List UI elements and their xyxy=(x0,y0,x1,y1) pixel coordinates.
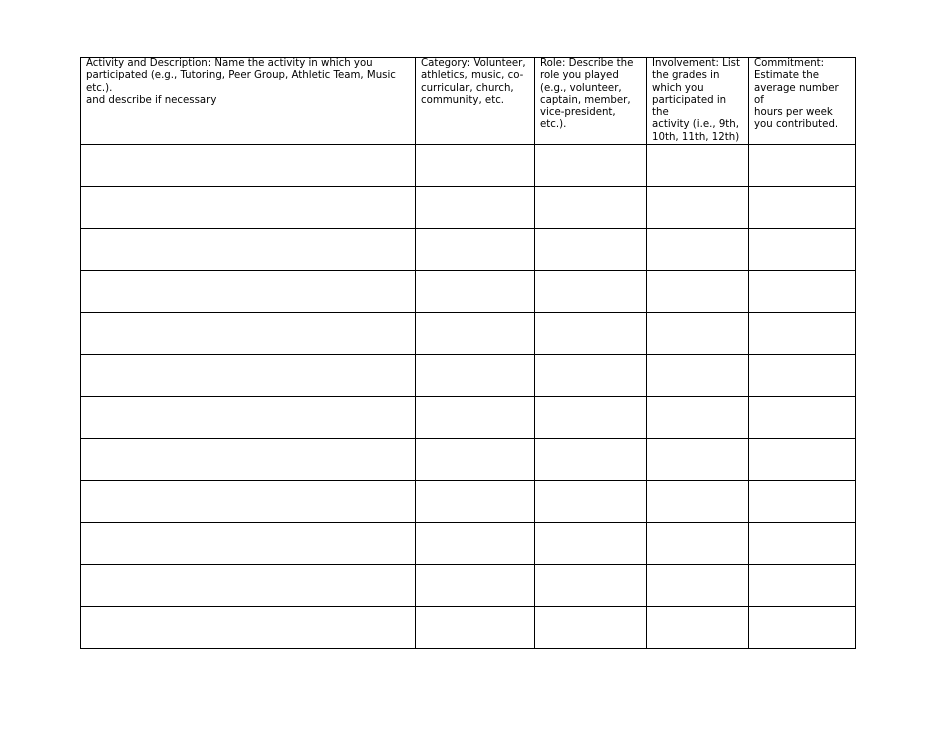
cell-commitment-value[interactable] xyxy=(749,187,855,228)
cell-involvement-value[interactable] xyxy=(647,271,748,312)
activities-table xyxy=(80,57,856,649)
cell-activity-description-value[interactable] xyxy=(81,607,415,648)
cell-involvement[interactable] xyxy=(647,439,749,481)
cell-involvement[interactable] xyxy=(647,607,749,649)
cell-category[interactable] xyxy=(416,271,535,313)
cell-category-value[interactable] xyxy=(416,439,534,480)
cell-activity-description-value[interactable] xyxy=(81,397,415,438)
cell-category[interactable] xyxy=(416,187,535,229)
cell-category-value[interactable] xyxy=(416,229,534,270)
cell-category[interactable] xyxy=(416,481,535,523)
cell-involvement[interactable] xyxy=(647,271,749,313)
cell-category[interactable] xyxy=(416,397,535,439)
cell-role-value[interactable] xyxy=(535,313,646,354)
cell-involvement-value[interactable] xyxy=(647,565,748,606)
cell-role[interactable] xyxy=(535,313,647,355)
cell-role-value[interactable] xyxy=(535,145,646,186)
cell-role-value[interactable] xyxy=(535,523,646,564)
cell-category[interactable] xyxy=(416,145,535,187)
cell-commitment[interactable] xyxy=(749,481,856,523)
cell-activity-description[interactable] xyxy=(81,355,416,397)
cell-category[interactable] xyxy=(416,607,535,649)
cell-involvement-value[interactable] xyxy=(647,481,748,522)
cell-commitment-value[interactable] xyxy=(749,145,855,186)
header-commitment xyxy=(749,58,856,145)
table-row xyxy=(81,355,856,397)
cell-role-value[interactable] xyxy=(535,229,646,270)
table-row xyxy=(81,565,856,607)
cell-role[interactable] xyxy=(535,355,647,397)
cell-activity-description-value[interactable] xyxy=(81,439,415,480)
cell-commitment[interactable] xyxy=(749,271,856,313)
cell-activity-description[interactable] xyxy=(81,565,416,607)
header-category xyxy=(416,58,535,145)
cell-commitment-value[interactable] xyxy=(749,481,855,522)
cell-category[interactable] xyxy=(416,523,535,565)
cell-category-value[interactable] xyxy=(416,397,534,438)
cell-role-value[interactable] xyxy=(535,355,646,396)
cell-role[interactable] xyxy=(535,397,647,439)
table-row xyxy=(81,313,856,355)
table-row xyxy=(81,187,856,229)
header-role-label: Role: Describe the role you played (e.g., volunteer, captain, member, vice-president, etc.). xyxy=(540,58,634,131)
cell-commitment-value[interactable] xyxy=(749,607,855,648)
cell-category-value[interactable] xyxy=(416,481,534,522)
cell-involvement[interactable] xyxy=(647,523,749,565)
cell-commitment[interactable] xyxy=(749,439,856,481)
cell-role-value[interactable] xyxy=(535,481,646,522)
cell-category-value[interactable] xyxy=(416,523,534,564)
cell-involvement[interactable] xyxy=(647,565,749,607)
cell-activity-description-value[interactable] xyxy=(81,481,415,522)
header-involvement-label: Involvement: List the grades in which you participated in the activity (i.e., 9th, 10th, 11th, 12th) xyxy=(652,58,740,143)
cell-involvement[interactable] xyxy=(647,397,749,439)
cell-commitment-value[interactable] xyxy=(749,313,855,354)
cell-category-value[interactable] xyxy=(416,145,534,186)
cell-involvement[interactable] xyxy=(647,229,749,271)
cell-commitment[interactable] xyxy=(749,229,856,271)
cell-activity-description-value[interactable] xyxy=(81,145,415,186)
cell-involvement-value[interactable] xyxy=(647,229,748,270)
cell-role-value[interactable] xyxy=(535,397,646,438)
cell-role-value[interactable] xyxy=(535,565,646,606)
cell-activity-description-value[interactable] xyxy=(81,523,415,564)
cell-commitment-value[interactable] xyxy=(749,565,855,606)
cell-commitment-value[interactable] xyxy=(749,355,855,396)
header-activity-description-label: Activity and Description: Name the activity in which you participated (e.g., Tutoring, Peer Group, Athletic Team, Music etc.). and describe if necessary xyxy=(86,58,396,106)
cell-category-value[interactable] xyxy=(416,187,534,228)
header-involvement xyxy=(647,58,749,145)
cell-involvement-value[interactable] xyxy=(647,397,748,438)
table-body xyxy=(81,145,856,649)
cell-role[interactable] xyxy=(535,565,647,607)
cell-involvement[interactable] xyxy=(647,355,749,397)
cell-involvement-value[interactable] xyxy=(647,523,748,564)
cell-activity-description[interactable] xyxy=(81,187,416,229)
cell-involvement-value[interactable] xyxy=(647,187,748,228)
cell-commitment-value[interactable] xyxy=(749,523,855,564)
cell-role[interactable] xyxy=(535,607,647,649)
cell-role[interactable] xyxy=(535,439,647,481)
cell-role[interactable] xyxy=(535,145,647,187)
cell-category-value[interactable] xyxy=(416,313,534,354)
table-row xyxy=(81,397,856,439)
cell-role[interactable] xyxy=(535,271,647,313)
cell-involvement-value[interactable] xyxy=(647,607,748,648)
cell-role[interactable] xyxy=(535,229,647,271)
cell-activity-description-value[interactable] xyxy=(81,187,415,228)
cell-activity-description-value[interactable] xyxy=(81,355,415,396)
cell-commitment[interactable] xyxy=(749,397,856,439)
cell-activity-description-value[interactable] xyxy=(81,313,415,354)
cell-commitment[interactable] xyxy=(749,607,856,649)
cell-commitment-value[interactable] xyxy=(749,271,855,312)
cell-involvement[interactable] xyxy=(647,481,749,523)
header-commitment-label: Commitment: Estimate the average number of hours per week you contributed. xyxy=(754,58,839,131)
cell-commitment[interactable] xyxy=(749,565,856,607)
cell-category-value[interactable] xyxy=(416,565,534,606)
cell-category[interactable] xyxy=(416,229,535,271)
cell-commitment[interactable] xyxy=(749,523,856,565)
header-category-label: Category: Volunteer, athletics, music, co- curricular, church, community, etc. xyxy=(421,58,526,106)
header-activity-description xyxy=(81,58,416,145)
cell-role[interactable] xyxy=(535,481,647,523)
cell-involvement[interactable] xyxy=(647,145,749,187)
cell-activity-description[interactable] xyxy=(81,439,416,481)
table-header-row xyxy=(81,58,856,145)
header-role xyxy=(535,58,647,145)
cell-activity-description-value[interactable] xyxy=(81,229,415,270)
cell-involvement-value[interactable] xyxy=(647,355,748,396)
cell-commitment[interactable] xyxy=(749,145,856,187)
cell-commitment-value[interactable] xyxy=(749,439,855,480)
cell-involvement-value[interactable] xyxy=(647,313,748,354)
cell-activity-description[interactable] xyxy=(81,145,416,187)
cell-category[interactable] xyxy=(416,355,535,397)
table-row xyxy=(81,439,856,481)
cell-activity-description[interactable] xyxy=(81,607,416,649)
cell-commitment[interactable] xyxy=(749,187,856,229)
cell-commitment-value[interactable] xyxy=(749,397,855,438)
cell-category-value[interactable] xyxy=(416,271,534,312)
cell-category[interactable] xyxy=(416,565,535,607)
cell-role-value[interactable] xyxy=(535,187,646,228)
cell-role[interactable] xyxy=(535,523,647,565)
cell-role[interactable] xyxy=(535,187,647,229)
cell-category-value[interactable] xyxy=(416,355,534,396)
cell-activity-description[interactable] xyxy=(81,229,416,271)
cell-commitment[interactable] xyxy=(749,313,856,355)
cell-activity-description[interactable] xyxy=(81,481,416,523)
table-row xyxy=(81,523,856,565)
cell-activity-description[interactable] xyxy=(81,271,416,313)
cell-involvement[interactable] xyxy=(647,187,749,229)
cell-commitment-value[interactable] xyxy=(749,229,855,270)
cell-involvement-value[interactable] xyxy=(647,439,748,480)
cell-category[interactable] xyxy=(416,439,535,481)
cell-involvement-value[interactable] xyxy=(647,145,748,186)
cell-commitment[interactable] xyxy=(749,355,856,397)
cell-activity-description-value[interactable] xyxy=(81,271,415,312)
cell-activity-description[interactable] xyxy=(81,397,416,439)
table-row xyxy=(81,145,856,187)
table-row xyxy=(81,271,856,313)
cell-role-value[interactable] xyxy=(535,271,646,312)
cell-activity-description[interactable] xyxy=(81,523,416,565)
cell-role-value[interactable] xyxy=(535,607,646,648)
cell-activity-description[interactable] xyxy=(81,313,416,355)
cell-involvement[interactable] xyxy=(647,313,749,355)
table-row xyxy=(81,607,856,649)
cell-category[interactable] xyxy=(416,313,535,355)
cell-activity-description-value[interactable] xyxy=(81,565,415,606)
table-row xyxy=(81,481,856,523)
table-row xyxy=(81,229,856,271)
cell-role-value[interactable] xyxy=(535,439,646,480)
cell-category-value[interactable] xyxy=(416,607,534,648)
